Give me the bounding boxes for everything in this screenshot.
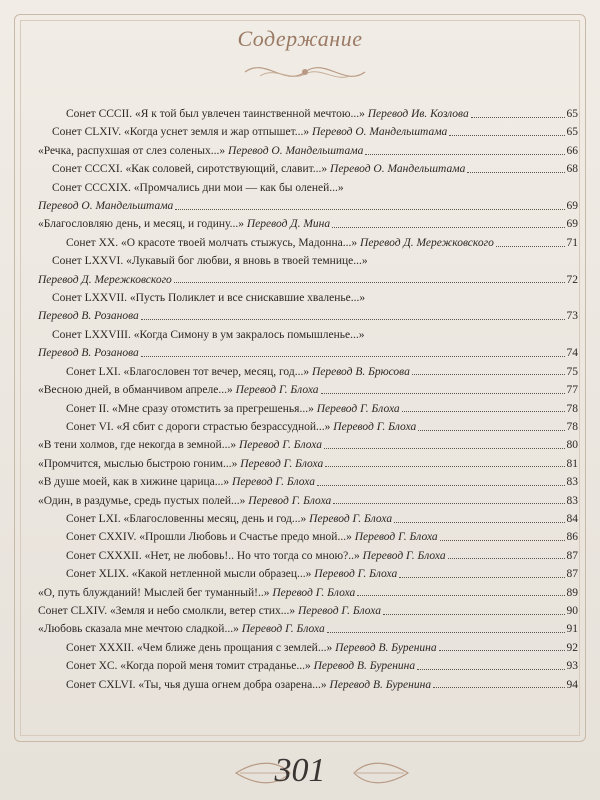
toc-line: [38, 400, 578, 418]
dot-leader: [467, 172, 564, 173]
toc-line: [38, 657, 578, 675]
toc-entry-translator: Перевод Д. Мина: [246, 218, 331, 231]
toc-line: [38, 252, 578, 270]
toc-entry-translator: Перевод Г. Блоха: [309, 512, 393, 525]
toc-entry-title: «Весною дней, в обманчивом апреле...» Перевод Г. Блоха: [38, 384, 319, 397]
toc-entry-title: «О, путь блужданий! Мыслей бег туманный!..» Перевод Г. Блоха: [38, 586, 356, 599]
toc-entry: [38, 620, 578, 638]
toc-entry-translator: Перевод В. Буренина: [313, 660, 416, 673]
toc-entry: [38, 234, 578, 252]
dot-leader: [449, 135, 564, 136]
toc-entry-translator: Перевод Г. Блоха: [333, 420, 417, 433]
dot-leader: [141, 319, 565, 320]
toc-line: [38, 639, 578, 657]
toc-entry-title: «Благословляю день, и месяц, и годину...» Перевод Д. Мина: [38, 218, 331, 231]
toc-entry-translator: Перевод Г. Блоха: [314, 568, 398, 581]
ornament-flourish-icon: [240, 52, 370, 92]
page-number: 301: [274, 752, 326, 789]
toc-entry-title: «В душе моей, как в хижине царица...» Перевод Г. Блоха: [38, 476, 315, 489]
toc-line: [38, 418, 578, 436]
toc-line-continued: [38, 307, 578, 325]
toc-entry: [38, 381, 578, 399]
toc-entry-title: Сонет LXI. «Благословенны месяц, день и год...» Перевод Г. Блоха: [66, 512, 393, 525]
toc-entry-translator: Перевод О. Мандельштама: [38, 200, 174, 213]
toc-entry-translator: Перевод Г. Блоха: [240, 457, 324, 470]
toc-entry-page: 94: [566, 678, 578, 691]
toc-entry-title: Сонет LXXVIII. «Когда Симону в ум закралось помышленье...»: [52, 328, 365, 341]
leaf-ornament-right-icon: [352, 758, 412, 788]
toc-entry: [38, 436, 578, 454]
toc-line: [38, 363, 578, 381]
toc-entry-page: 83: [566, 494, 578, 507]
toc-entry: [38, 547, 578, 565]
toc-entry: [38, 473, 578, 491]
toc-entry-page: 65: [566, 108, 578, 120]
toc-entry-title: «Любовь сказала мне мечтою сладкой...» Перевод Г. Блоха: [38, 623, 325, 636]
toc-entry: [38, 105, 578, 123]
dot-leader: [365, 154, 564, 155]
toc-line: [38, 676, 578, 694]
toc-line: [38, 105, 578, 123]
toc-entry: [38, 215, 578, 233]
table-of-contents: [38, 105, 578, 694]
toc-entry-translator: Перевод В. Буренина: [329, 678, 432, 691]
toc-entry: [38, 455, 578, 473]
toc-entry: [38, 639, 578, 657]
toc-entry: [38, 657, 578, 675]
toc-entry-title: Сонет CCCXI. «Как соловей, сиротствующий, славит...» Перевод О. Мандельштама: [52, 163, 466, 176]
toc-entry-title: Сонет VI. «Я сбит с дороги страстью безрассудной...» Перевод Г. Блоха: [66, 420, 417, 433]
dot-leader: [325, 466, 564, 467]
toc-line-continued: [38, 197, 578, 215]
toc-line: [38, 234, 578, 252]
toc-entry-title: Сонет XLIX. «Какой нетленной мысли образец...» Перевод Г. Блоха: [66, 568, 398, 581]
toc-entry-title: «Промчится, мыслью быстрою гоним...» Перевод Г. Блоха: [38, 457, 324, 470]
dot-leader: [439, 650, 565, 651]
dot-leader: [394, 522, 564, 523]
dot-leader: [317, 485, 565, 486]
dot-leader: [399, 577, 564, 578]
toc-entry-translator: Перевод Г. Блоха: [316, 402, 400, 415]
toc-entry-page: 66: [566, 144, 578, 157]
dot-leader: [324, 448, 565, 449]
toc-entry: [38, 418, 578, 436]
toc-line: [38, 473, 578, 491]
toc-entry-translator: Перевод О. Мандельштама: [228, 144, 364, 157]
dot-leader: [471, 117, 565, 118]
toc-entry-page: 77: [566, 384, 578, 397]
toc-entry: [38, 160, 578, 178]
toc-line: [38, 381, 578, 399]
toc-entry-title: Сонет LXXVII. «Пусть Поликлет и все снискавшие хваленье...»: [52, 292, 366, 305]
toc-line: [38, 215, 578, 233]
toc-entry: [38, 363, 578, 381]
toc-entry-page: 87: [566, 549, 578, 562]
toc-entry: [38, 142, 578, 160]
toc-entry: [38, 492, 578, 510]
toc-line: [38, 289, 578, 307]
dot-leader: [412, 374, 565, 375]
toc-line: [38, 123, 578, 141]
toc-entry-title: Сонет II. «Мне сразу отомстить за прегрешенья...» Перевод Г. Блоха: [66, 402, 400, 415]
dot-leader: [333, 503, 564, 504]
dot-leader: [440, 540, 565, 541]
toc-entry-page: 91: [566, 623, 578, 636]
toc-entry-title: Сонет XX. «О красоте твоей молчать стыжусь, Мадонна...» Перевод Д. Мережковского: [66, 236, 494, 249]
dot-leader: [418, 430, 564, 431]
toc-entry-page: 75: [566, 365, 578, 378]
toc-entry-page: 68: [566, 163, 578, 176]
toc-entry-translator: Перевод В. Брюсова: [311, 365, 410, 378]
dot-leader: [357, 595, 564, 596]
toc-entry-title: Сонет CCCXIX. «Промчались дни мои — как бы оленей...»: [52, 181, 344, 194]
toc-entry: [38, 528, 578, 546]
toc-entry-translator: Перевод В. Розанова: [38, 347, 139, 360]
toc-entry-translator: Перевод Ив. Козлова: [367, 108, 469, 120]
toc-entry-translator: Перевод Г. Блоха: [248, 494, 332, 507]
toc-entry: [38, 584, 578, 602]
toc-entry-page: 78: [566, 402, 578, 415]
toc-entry: [38, 179, 578, 216]
toc-entry-translator: Перевод Г. Блоха: [232, 476, 315, 489]
toc-line: [38, 492, 578, 510]
toc-entry-translator: Перевод Д. Мережковского: [360, 236, 494, 249]
dot-leader: [321, 393, 565, 394]
dot-leader: [433, 687, 564, 688]
dot-leader: [402, 411, 565, 412]
toc-entry-page: 78: [566, 420, 578, 433]
toc-entry-translator: Перевод В. Буренина: [335, 641, 437, 654]
toc-line: [38, 326, 578, 344]
toc-line: [38, 455, 578, 473]
dot-leader: [327, 632, 565, 633]
toc-entry: [38, 252, 578, 289]
toc-entry-title: «Речка, распухшая от слез соленых...» Перевод О. Мандельштама: [38, 144, 364, 157]
toc-line: [38, 510, 578, 528]
dot-leader: [141, 356, 565, 357]
toc-entry: [38, 602, 578, 620]
toc-entry-translator: Перевод Д. Мережковского: [38, 273, 172, 286]
dot-leader: [383, 614, 565, 615]
dot-leader: [448, 558, 565, 559]
toc-entry: [38, 510, 578, 528]
toc-entry-translator: Перевод Г. Блоха: [362, 549, 446, 562]
toc-entry-page: 90: [566, 604, 578, 617]
page-title: Содержание: [237, 26, 363, 51]
toc-entry-page: 69: [566, 218, 578, 231]
toc-line-continued: [38, 271, 578, 289]
toc-line: [38, 142, 578, 160]
toc-entry-page: 71: [566, 236, 578, 249]
toc-entry-title: «В тени холмов, где некогда в земной...» Перевод Г. Блоха: [38, 439, 322, 452]
dot-leader: [175, 209, 564, 210]
toc-entry: [38, 123, 578, 141]
toc-entry-page: 72: [566, 273, 578, 286]
toc-entry-title: Сонет CCCII. «Я к той был увлечен таинственной мечтою...» Перевод Ив. Козлова: [66, 108, 469, 120]
toc-entry-page: 92: [566, 641, 578, 654]
toc-entry-page: 86: [566, 531, 578, 544]
toc-entry-translator: Перевод О. Мандельштама: [311, 126, 448, 139]
toc-line: [38, 584, 578, 602]
dot-leader: [496, 246, 565, 247]
toc-entry-page: 83: [566, 476, 578, 489]
toc-entry-title: Сонет XXXII. «Чем ближе день прощания с землей...» Перевод В. Буренина: [66, 641, 437, 654]
toc-line: [38, 179, 578, 197]
toc-entry-translator: Перевод Г. Блоха: [235, 384, 319, 397]
dot-leader: [332, 227, 564, 228]
toc-entry-page: 89: [566, 586, 578, 599]
toc-entry-page: 87: [566, 568, 578, 581]
toc-entry-page: 73: [566, 310, 578, 323]
toc-entry-title: Сонет LXI. «Благословен тот вечер, месяц, год...» Перевод В. Брюсова: [66, 365, 410, 378]
toc-entry-translator: Перевод В. Розанова: [38, 310, 139, 323]
toc-entry-title: Сонет CLXIV. «Земля и небо смолкли, ветер стих...» Перевод Г. Блоха: [38, 604, 381, 617]
dot-leader: [174, 282, 565, 283]
toc-entry-title: Сонет CXXXII. «Нет, не любовь!.. Но что тогда со мною?..» Перевод Г. Блоха: [66, 549, 446, 562]
toc-line: [38, 620, 578, 638]
toc-entry-translator: Перевод Г. Блоха: [354, 531, 438, 544]
toc-line: [38, 436, 578, 454]
toc-entry-translator: Перевод Г. Блоха: [241, 623, 325, 636]
toc-entry-page: 74: [566, 347, 578, 360]
toc-entry-title: Сонет CXLVI. «Ты, чья душа огнем добра озарена...» Перевод В. Буренина: [66, 678, 432, 691]
toc-entry-page: 80: [566, 439, 578, 452]
toc-entry-translator: Перевод Г. Блоха: [298, 604, 381, 617]
toc-entry-title: Сонет CLXIV. «Когда уснет земля и жар отпышет...» Перевод О. Мандельштама: [52, 126, 448, 139]
toc-entry-translator: Перевод Г. Блоха: [272, 586, 356, 599]
toc-line: [38, 160, 578, 178]
toc-entry: [38, 400, 578, 418]
toc-entry-title: Сонет XC. «Когда порой меня томит страданье...» Перевод В. Буренина: [66, 660, 416, 673]
toc-entry: [38, 565, 578, 583]
toc-entry-page: 65: [566, 126, 578, 139]
toc-entry: [38, 676, 578, 694]
toc-entry: [38, 326, 578, 363]
toc-line: [38, 565, 578, 583]
toc-entry-translator: Перевод Г. Блоха: [238, 439, 322, 452]
toc-line: [38, 547, 578, 565]
toc-line: [38, 528, 578, 546]
toc-entry-title: Сонет LXXVI. «Лукавый бог любви, я вновь в твоей темнице...»: [52, 255, 368, 268]
dot-leader: [417, 669, 564, 670]
toc-entry-title: «Один, в раздумье, средь пустых полей...» Перевод Г. Блоха: [38, 494, 332, 507]
toc-entry-page: 93: [566, 660, 578, 673]
toc-entry: [38, 289, 578, 326]
toc-entry-page: 81: [566, 457, 578, 470]
toc-line: [38, 602, 578, 620]
toc-line-continued: [38, 344, 578, 362]
toc-entry-page: 69: [566, 200, 578, 213]
toc-entry-page: 84: [566, 512, 578, 525]
toc-entry-translator: Перевод О. Мандельштама: [330, 163, 466, 176]
toc-entry-title: Сонет CXXIV. «Прошли Любовь и Счастье предо мной...» Перевод Г. Блоха: [66, 531, 438, 544]
